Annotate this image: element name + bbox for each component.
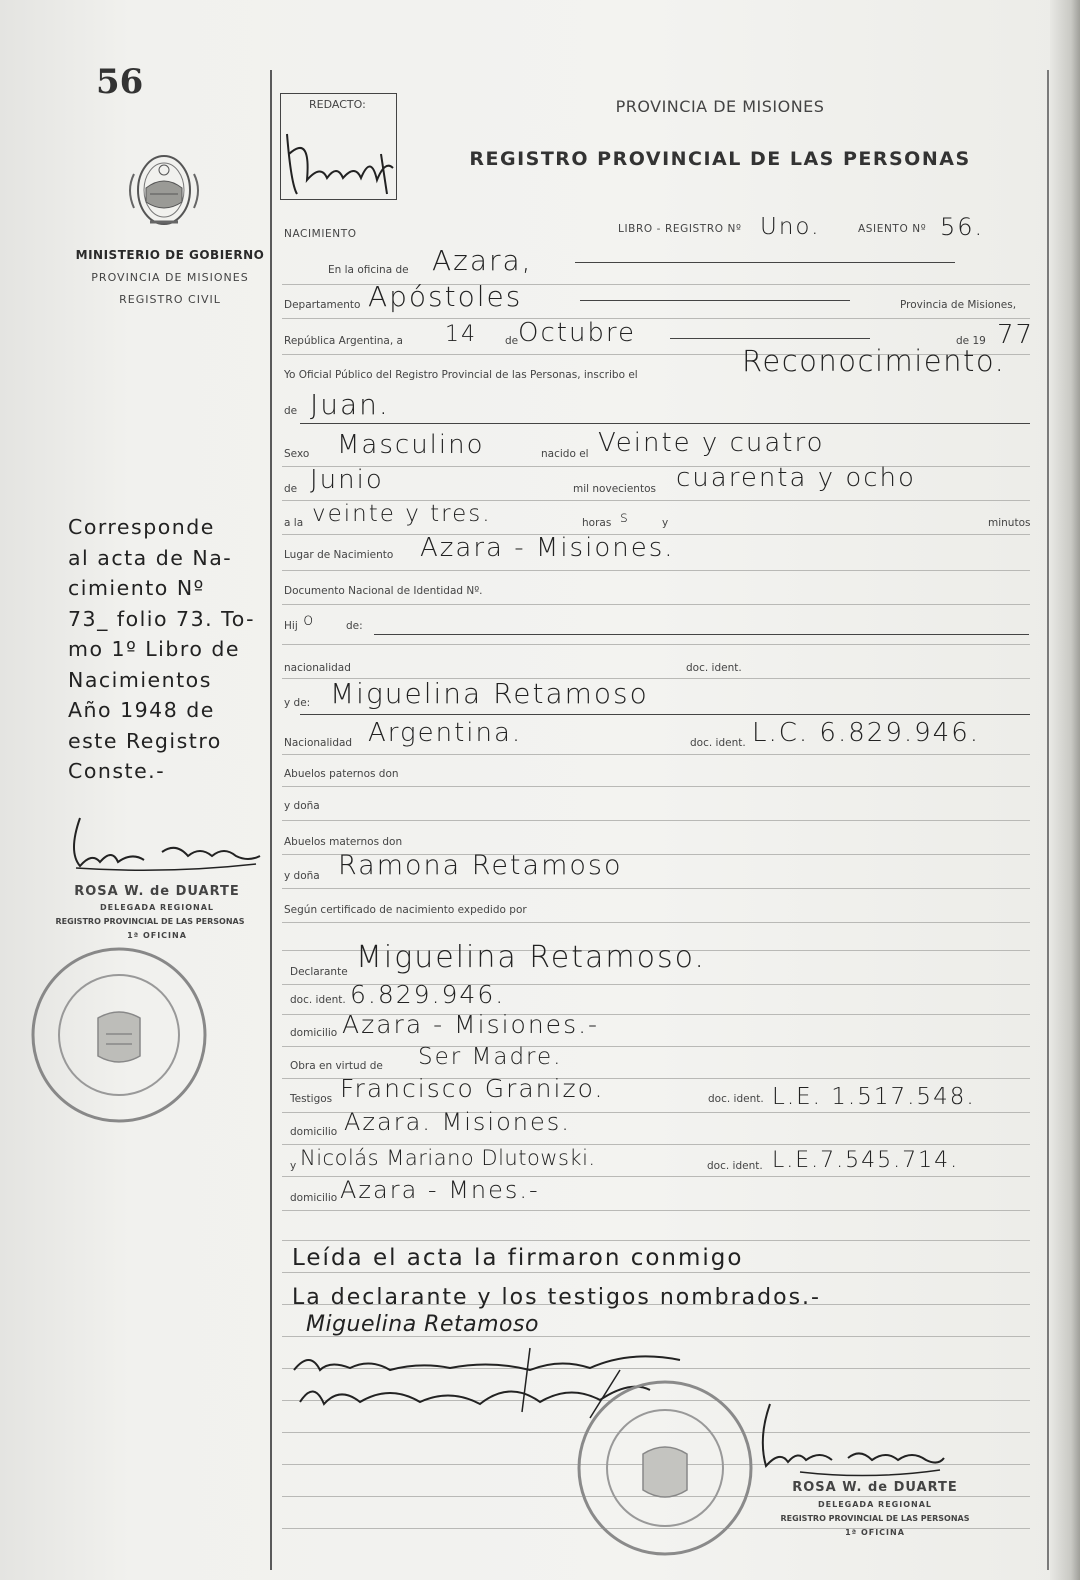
testigo1-value: Francisco Granizo. — [340, 1074, 605, 1103]
oficina-line — [575, 262, 955, 263]
doc-ident-declarante-label: doc. ident. — [290, 994, 346, 1006]
ministry-office: REGISTRO CIVIL — [119, 293, 221, 306]
doc-ident-madre-value: L.C. 6.829.946. — [752, 718, 981, 748]
asiento-value: 56. — [940, 213, 985, 241]
rule-line — [282, 318, 1030, 319]
nacionalidad-madre-label: Nacionalidad — [284, 737, 353, 749]
domicilio-declarante-value: Azara - Misiones.- — [342, 1010, 600, 1039]
doc-ident-testigo2-value: L.E.7.545.714. — [772, 1148, 960, 1173]
rule-line — [282, 1210, 1030, 1211]
de-label: de — [505, 335, 519, 347]
margin-signature-icon — [66, 812, 266, 874]
minutos-label: minutos — [988, 517, 1031, 529]
rule-line — [282, 644, 1030, 645]
bottom-seal-icon — [575, 1368, 755, 1568]
departamento-line — [580, 300, 850, 301]
bottom-stamp-org: REGISTRO PROVINCIAL DE LAS PERSONAS — [780, 1514, 970, 1523]
nacido-value: Veinte y cuatro — [598, 428, 825, 458]
hijo-value: o — [303, 610, 316, 630]
nacido-label: nacido el — [541, 448, 589, 460]
margin-note: Corresponde al acta de Na- cimiento Nº 73_ folio 73. To- mo 1º Libro de Nacimientos Año 1948 de este Registro Conste.- — [68, 515, 256, 783]
de-hijo-label: de: — [346, 620, 363, 632]
nacionalidad-madre-value: Argentina. — [368, 718, 523, 748]
madre-line — [300, 714, 1030, 715]
dni-label: Documento Nacional de Identidad Nº. — [284, 585, 483, 597]
rule-line — [282, 1240, 1030, 1241]
closing-line-2: La declarante y los testigos nombrados.- — [292, 1285, 821, 1310]
doc-ident-madre-label: doc. ident. — [690, 737, 746, 749]
rule-line — [282, 1144, 1030, 1145]
ministry-header — [70, 248, 270, 306]
ministry-province: PROVINCIA DE MISIONES — [91, 271, 249, 284]
right-rule — [1047, 70, 1049, 1570]
doc-ident-padre-label: doc. ident. — [686, 662, 742, 674]
departamento-value: Apóstoles — [368, 280, 523, 313]
abuelos-maternos-label: Abuelos maternos don — [284, 836, 403, 848]
bottom-stamp-office: 1ª OFICINA — [845, 1528, 905, 1537]
hijo-label: Hij — [284, 620, 298, 632]
rule-line — [282, 1046, 1030, 1047]
oficina-label: En la oficina de — [328, 264, 409, 276]
asiento-label: ASIENTO Nº — [858, 223, 927, 235]
obra-label: Obra en virtud de — [290, 1060, 383, 1072]
margin-stamp-name: ROSA W. de DUARTE — [74, 884, 240, 899]
doc-ident-testigo2-label: doc. ident. — [707, 1160, 763, 1172]
provincia-label: Provincia de Misiones, — [900, 299, 1017, 311]
margin-stamp-role: DELEGADA REGIONAL — [100, 903, 214, 912]
milnov-label: mil novecientos — [573, 483, 656, 495]
domicilio-testigo1-value: Azara. Misiones. — [344, 1108, 571, 1136]
rule-line — [282, 466, 1030, 467]
ministry-name: MINISTERIO DE GOBIERNO — [75, 248, 265, 262]
y-label: y — [662, 517, 669, 529]
departamento-label: Departamento — [284, 299, 361, 311]
oficial-label: Yo Oficial Público del Registro Provincial de las Personas, inscribo el — [284, 369, 638, 381]
madre-value: Miguelina Retamoso — [330, 677, 649, 710]
domicilio-testigo2-value: Azara - Mnes.- — [340, 1176, 540, 1204]
anio-value: 77 — [997, 320, 1035, 350]
certificado-label: Según certificado de nacimiento expedido por — [284, 904, 527, 916]
mes-nacimiento-value: Junio — [310, 465, 384, 495]
rule-line — [282, 604, 1030, 605]
nacionalidad-padre-label: nacionalidad — [284, 662, 351, 674]
anio-label: de 19 — [956, 335, 986, 347]
abuela-materna-value: Ramona Retamoso — [338, 850, 623, 881]
margin-stamp-office: 1ª OFICINA — [127, 931, 187, 940]
domicilio-testigo1-label: domicilio — [290, 1126, 338, 1138]
mes-value: Octubre — [518, 318, 637, 348]
libro-value: Uno. — [760, 214, 821, 240]
margin-rule — [270, 70, 272, 1570]
declarante-label: Declarante — [290, 966, 348, 978]
margin-stamp-org: REGISTRO PROVINCIAL DE LAS PERSONAS — [55, 917, 245, 926]
hora-value: veinte y tres. — [312, 501, 492, 527]
redacto-signature-icon — [281, 94, 398, 201]
inscribe-value: Reconocimiento. — [742, 344, 1006, 378]
y-testigo2-label: y — [290, 1160, 297, 1172]
rule-line — [282, 820, 1030, 821]
domicilio-testigo2-label: domicilio — [290, 1192, 338, 1204]
horas-label: horas — [582, 517, 612, 529]
registry-seal-icon — [28, 944, 210, 1126]
testigo2-value: Nicolás Mariano Dlutowski. — [300, 1146, 596, 1170]
sexo-label: Sexo — [284, 448, 310, 460]
lugar-label: Lugar de Nacimiento — [284, 549, 394, 561]
oficina-value: Azara, — [432, 244, 533, 277]
redacto-box — [280, 93, 397, 200]
declarante-value: Miguelina Retamoso. — [356, 940, 706, 975]
bottom-stamp-name: ROSA W. de DUARTE — [792, 1480, 958, 1495]
abuelos-paternos-label: Abuelos paternos don — [284, 768, 399, 780]
rule-line — [282, 754, 1030, 755]
obra-value: Ser Madre. — [418, 1044, 563, 1070]
rule-line — [282, 786, 1030, 787]
anio-nacimiento-value: cuarenta y ocho — [676, 463, 916, 493]
y-dona-materna-label: y doña — [284, 870, 320, 882]
testigos-label: Testigos — [290, 1093, 333, 1105]
doc-ident-testigo1-value: L.E. 1.517.548. — [772, 1084, 976, 1110]
ala-label: a la — [284, 517, 304, 529]
registry-title: REGISTRO PROVINCIAL DE LAS PERSONAS — [469, 148, 971, 170]
closing-line-1: Leída el acta la firmaron conmigo — [292, 1245, 744, 1271]
official-signature-icon — [740, 1398, 950, 1480]
rule-line — [282, 570, 1030, 571]
lugar-value: Azara - Misiones. — [420, 533, 675, 563]
padre-line — [374, 634, 1029, 635]
province-title: PROVINCIA DE MISIONES — [615, 97, 825, 116]
rule-line — [282, 922, 1030, 923]
sexo-value: Masculino — [337, 430, 485, 460]
de-nombre-label: de — [284, 405, 298, 417]
republica-label: República Argentina, a — [284, 335, 403, 347]
nombre-line — [300, 423, 1030, 424]
doc-ident-testigo1-label: doc. ident. — [708, 1093, 764, 1105]
horas-value: s — [620, 508, 630, 526]
act-type: NACIMIENTO — [284, 228, 357, 240]
doc-ident-declarante-value: 6.829.946. — [350, 980, 506, 1009]
page-edge-shadow — [1050, 0, 1080, 1580]
bottom-stamp-role: DELEGADA REGIONAL — [818, 1500, 932, 1509]
de-mes-label: de — [284, 483, 298, 495]
libro-label: LIBRO - REGISTRO Nº — [618, 223, 742, 235]
coat-of-arms-icon — [120, 144, 208, 236]
y-de-label: y de: — [284, 697, 311, 709]
mes-line — [670, 338, 870, 339]
domicilio-declarante-label: domicilio — [290, 1027, 338, 1039]
rule-line — [282, 888, 1030, 889]
page-number: 56 — [96, 62, 144, 102]
nombre-value: Juan. — [310, 388, 390, 421]
rule-line — [282, 1272, 1030, 1273]
dia-value: 14 — [445, 322, 477, 347]
y-dona-paterna-label: y doña — [284, 800, 320, 812]
redacto-label: REDACTO: — [309, 98, 366, 111]
declarante-signature: Miguelina Retamoso — [306, 1312, 539, 1337]
